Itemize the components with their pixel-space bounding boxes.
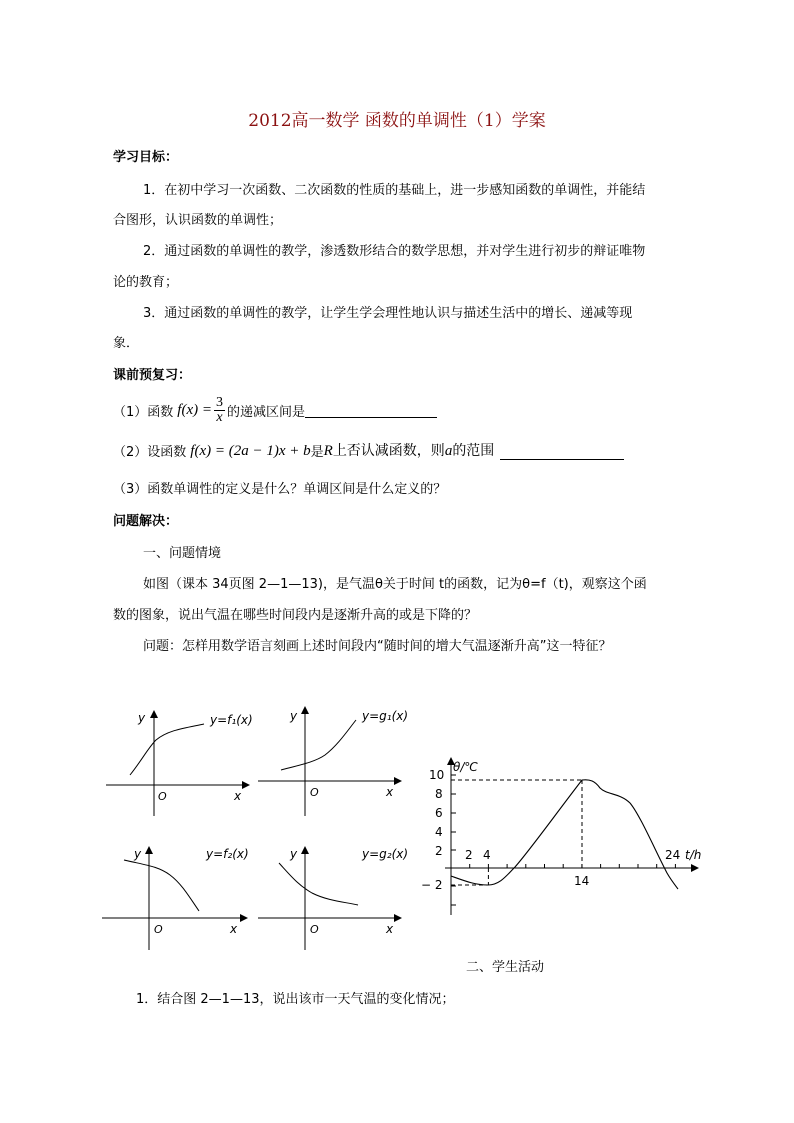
objective-1-line1: 1．在初中学习一次函数、二次函数的性质的基础上，进一步感知函数的单调性，并能结 <box>143 183 646 198</box>
q2-formula: f(x) = (2a − 1)x + b <box>190 443 311 459</box>
q1-prefix: （1）函数 <box>113 404 174 420</box>
preview-question-1 <box>113 392 437 428</box>
y-tick-10: 10 <box>429 768 445 782</box>
g1-y-label: y <box>290 709 298 723</box>
g2-x-label: x <box>386 922 394 936</box>
q1-formula-lhs: f(x) = <box>177 401 212 418</box>
q2-R: R <box>323 443 333 459</box>
objective-2-line2: 论的教育； <box>113 275 179 290</box>
graph-f1 <box>106 711 253 816</box>
preview-heading: 课前预复习： <box>113 368 192 383</box>
f2-label: y=f₂(x) <box>206 847 249 861</box>
f2-y-label: y <box>134 847 142 861</box>
temperature-curve <box>451 780 681 889</box>
f2-x-label: x <box>230 922 238 936</box>
problem-heading: 问题解决： <box>113 514 179 529</box>
problem-paragraph-1-line2: 数的图象，说出气温在哪些时间段内是逐渐升高的或是下降的？ <box>113 608 478 623</box>
problem-subheading-2: 二、学生活动 <box>466 960 545 975</box>
g2-origin: O <box>310 923 319 936</box>
f1-label: y=f₁(x) <box>210 713 253 727</box>
objective-2-line1: 2．通过函数的单调性的教学，渗透数形结合的数学思想，并对学生进行初步的辩证唯物 <box>143 244 646 259</box>
x-tick-4: 4 <box>483 848 491 862</box>
preview-question-2 <box>113 440 624 460</box>
g2-label: y=g₂(x) <box>362 847 409 861</box>
q1-suffix: 的递减区间是 <box>226 404 305 420</box>
f1-x-label: x <box>234 789 242 803</box>
graph-g1 <box>258 708 408 816</box>
graph-g2 <box>258 847 408 950</box>
objectives-heading: 学习目标： <box>113 150 179 165</box>
x-tick-24: 24 <box>665 848 681 862</box>
objective-3-line2: 象． <box>113 336 140 351</box>
q2-a: a <box>444 443 453 459</box>
temperature-chart <box>415 755 705 920</box>
g1-x-label: x <box>386 785 394 799</box>
q2-answer-blank[interactable] <box>500 445 624 460</box>
problem-paragraph-2: 问题：怎样用数学语言刻画上述时间段内“随时间的增大气温逐渐升高”这一特征？ <box>143 639 612 654</box>
problem-paragraph-1-line1: 如图（课本 34页图 2—1—13)，是气温θ关于时间 t的函数，记为θ=f（t)，观察这个函 <box>143 577 647 592</box>
x-tick-14: 14 <box>574 874 590 888</box>
q1-fraction <box>214 396 225 425</box>
f1-origin: O <box>158 790 167 803</box>
y-tick-2: 2 <box>435 844 443 858</box>
f1-y-label: y <box>138 711 146 725</box>
y-axis-label: θ/℃ <box>453 760 478 774</box>
problem-subheading-1: 一、问题情境 <box>143 546 222 561</box>
q2-prefix: （2）设函数 <box>113 445 187 460</box>
g1-origin: O <box>310 786 319 799</box>
q2-mid: 是 <box>310 445 324 460</box>
q1-frac-denominator: x <box>216 409 223 425</box>
activity-1: 1．结合图 2—1—13，说出该市一天气温的变化情况； <box>136 992 455 1007</box>
q2-mid2: 上否认减函数，则 <box>332 444 445 459</box>
preview-question-3: （3）函数单调性的定义是什么？单调区间是什么定义的？ <box>113 482 447 497</box>
q1-answer-blank[interactable] <box>305 403 437 418</box>
objective-3-line1: 3．通过函数的单调性的教学，让学生学会理性地认识与描述生活中的增长、递减等现 <box>143 306 633 321</box>
y-tick-6: 6 <box>435 806 443 820</box>
y-tick-4: 4 <box>435 825 443 839</box>
x-axis-label: t/h <box>685 848 702 862</box>
g2-y-label: y <box>290 847 298 861</box>
g1-label: y=g₁(x) <box>362 709 409 723</box>
graph-f2 <box>102 847 249 950</box>
monotonic-function-graphs <box>100 700 420 950</box>
document-title: 2012高一数学 函数的单调性（1）学案 <box>248 111 546 131</box>
y-tick-minus-2: − 2 <box>421 878 443 892</box>
x-tick-2: 2 <box>465 848 473 862</box>
y-tick-8: 8 <box>435 787 443 801</box>
f2-origin: O <box>154 923 163 936</box>
objective-1-line2: 合图形，认识函数的单调性； <box>113 213 283 228</box>
q2-suffix: 的范围 <box>452 444 495 459</box>
q1-frac-numerator: 3 <box>215 394 223 410</box>
